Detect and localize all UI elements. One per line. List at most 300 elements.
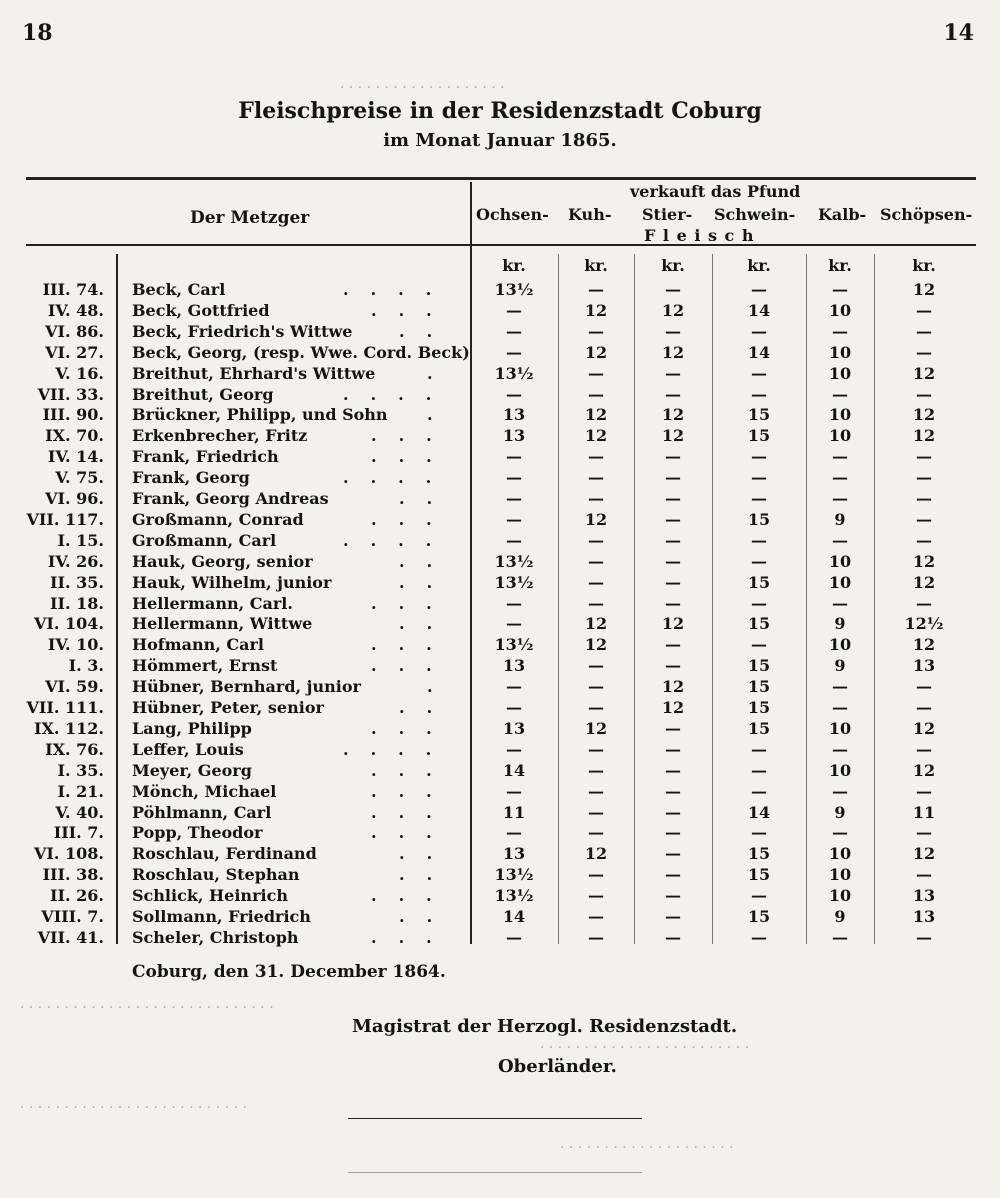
table-number-divider bbox=[116, 254, 118, 944]
price-cell: — bbox=[916, 343, 932, 362]
butcher-name: Scheler, Christoph bbox=[132, 928, 299, 947]
row-number: II. 18. bbox=[50, 594, 104, 613]
leader-dots: . bbox=[427, 677, 455, 696]
bleed-through-texture: · · · · · · · · · · · · · · · · · · · · bbox=[560, 1140, 734, 1156]
price-cell: — bbox=[665, 656, 681, 675]
price-cell: — bbox=[751, 928, 767, 947]
price-cell: 12 bbox=[584, 343, 608, 362]
price-cell: — bbox=[665, 782, 681, 801]
price-cell: — bbox=[751, 635, 767, 654]
price-cell: 12 bbox=[912, 844, 936, 863]
price-cell: — bbox=[665, 531, 681, 550]
butcher-name: Mönch, Michael bbox=[132, 782, 277, 801]
price-cell: — bbox=[916, 301, 932, 320]
price-cell: 11 bbox=[502, 803, 526, 822]
row-number: VI. 104. bbox=[33, 614, 104, 633]
price-cell: — bbox=[665, 803, 681, 822]
row-number: V. 40. bbox=[55, 803, 104, 822]
price-cell: 15 bbox=[747, 426, 771, 445]
row-number: VI. 27. bbox=[45, 343, 104, 362]
price-cell: 13 bbox=[912, 656, 936, 675]
row-number: VI. 96. bbox=[45, 489, 104, 508]
price-cell: — bbox=[832, 447, 848, 466]
price-cell: 13 bbox=[502, 405, 526, 424]
price-cell: — bbox=[588, 468, 604, 487]
price-cell: 9 bbox=[834, 907, 846, 926]
price-cell: — bbox=[916, 594, 932, 613]
row-number: IV. 10. bbox=[47, 635, 104, 654]
butcher-name: Erkenbrecher, Fritz bbox=[132, 426, 308, 445]
unit-label: kr. bbox=[584, 256, 608, 275]
price-cell: — bbox=[916, 865, 932, 884]
row-number: IV. 26. bbox=[47, 552, 104, 571]
row-number: III. 90. bbox=[42, 405, 104, 424]
price-cell: 15 bbox=[747, 405, 771, 424]
price-cell: 13½ bbox=[494, 552, 534, 571]
butcher-name: Schlick, Heinrich bbox=[132, 886, 288, 905]
leader-dots: ... bbox=[371, 719, 454, 738]
price-cell: — bbox=[506, 322, 522, 341]
price-cell: — bbox=[832, 489, 848, 508]
row-number: III. 7. bbox=[53, 823, 104, 842]
leader-dots: .... bbox=[343, 740, 454, 759]
column-header-schoepsen: Schöpsen- bbox=[880, 205, 973, 224]
price-cell: 13½ bbox=[494, 573, 534, 592]
price-cell: 12 bbox=[912, 635, 936, 654]
price-cell: — bbox=[916, 385, 932, 404]
price-cell: 15 bbox=[747, 907, 771, 926]
price-cell: — bbox=[588, 447, 604, 466]
price-cell: 12 bbox=[584, 844, 608, 863]
header-metzger: Der Metzger bbox=[190, 208, 310, 228]
leader-dots: ... bbox=[371, 782, 454, 801]
leader-dots: .. bbox=[399, 489, 455, 508]
price-cell: 14 bbox=[502, 907, 526, 926]
price-cell: — bbox=[506, 301, 522, 320]
price-cell: 12½ bbox=[904, 614, 944, 633]
price-cell: — bbox=[751, 782, 767, 801]
price-cell: — bbox=[665, 552, 681, 571]
price-cell: 12 bbox=[584, 635, 608, 654]
footer-rule bbox=[348, 1118, 642, 1119]
price-cell: 13 bbox=[912, 907, 936, 926]
leader-dots: ... bbox=[371, 594, 454, 613]
price-cell: — bbox=[588, 865, 604, 884]
row-number: I. 21. bbox=[57, 782, 104, 801]
row-number: III. 38. bbox=[42, 865, 104, 884]
price-cell: — bbox=[506, 385, 522, 404]
price-cell: 15 bbox=[747, 865, 771, 884]
price-cell: 10 bbox=[828, 719, 852, 738]
price-cell: — bbox=[751, 531, 767, 550]
price-cell: — bbox=[506, 468, 522, 487]
price-cell: — bbox=[916, 823, 932, 842]
price-cell: 13 bbox=[912, 886, 936, 905]
price-cell: 9 bbox=[834, 510, 846, 529]
price-cell: 12 bbox=[584, 719, 608, 738]
price-cell: — bbox=[506, 823, 522, 842]
price-cell: — bbox=[751, 385, 767, 404]
row-number: IV. 48. bbox=[47, 301, 104, 320]
price-cell: — bbox=[588, 907, 604, 926]
price-cell: — bbox=[665, 322, 681, 341]
price-cell: — bbox=[665, 510, 681, 529]
leader-dots: ... bbox=[371, 823, 454, 842]
price-cell: — bbox=[751, 594, 767, 613]
price-cell: 15 bbox=[747, 510, 771, 529]
column-header-ochsen: Ochsen- bbox=[476, 205, 549, 224]
price-cell: 12 bbox=[584, 405, 608, 424]
butcher-name: Beck, Carl bbox=[132, 280, 226, 299]
price-cell: — bbox=[588, 740, 604, 759]
price-cell: — bbox=[916, 468, 932, 487]
price-cell: 12 bbox=[661, 343, 685, 362]
leader-dots: ... bbox=[371, 635, 454, 654]
price-cell: — bbox=[665, 761, 681, 780]
butcher-name: Hofmann, Carl bbox=[132, 635, 264, 654]
price-cell: — bbox=[916, 531, 932, 550]
row-number: VI. 108. bbox=[33, 844, 104, 863]
price-cell: — bbox=[832, 468, 848, 487]
price-cell: 10 bbox=[828, 364, 852, 383]
leader-dots: ... bbox=[371, 928, 454, 947]
bleed-through-texture: · · · · · · · · · · · · · · · · · · · · · · · · · · · · · bbox=[20, 1000, 274, 1016]
price-cell: — bbox=[588, 886, 604, 905]
price-cell: — bbox=[588, 280, 604, 299]
row-number: II. 26. bbox=[50, 886, 104, 905]
unit-label: kr. bbox=[828, 256, 852, 275]
price-cell: — bbox=[665, 740, 681, 759]
leader-dots: ... bbox=[371, 886, 454, 905]
butcher-name: Breithut, Georg bbox=[132, 385, 274, 404]
price-cell: — bbox=[588, 761, 604, 780]
signature: Oberländer. bbox=[498, 1056, 617, 1077]
column-header-stier: Stier- bbox=[642, 205, 693, 224]
price-cell: — bbox=[916, 698, 932, 717]
leader-dots: ... bbox=[371, 803, 454, 822]
price-cell: — bbox=[832, 677, 848, 696]
price-cell: 14 bbox=[747, 803, 771, 822]
price-cell: — bbox=[588, 698, 604, 717]
unit-label: kr. bbox=[661, 256, 685, 275]
butcher-name: Beck, Gottfried bbox=[132, 301, 270, 320]
price-cell: — bbox=[665, 635, 681, 654]
bleed-through-texture: · · · · · · · · · · · · · · · · · · · · · · · · · · bbox=[20, 1100, 247, 1116]
price-cell: 13½ bbox=[494, 865, 534, 884]
unit-label: kr. bbox=[912, 256, 936, 275]
price-cell: — bbox=[751, 886, 767, 905]
leader-dots: .. bbox=[399, 698, 455, 717]
price-cell: — bbox=[588, 573, 604, 592]
price-cell: 13½ bbox=[494, 364, 534, 383]
price-cell: 10 bbox=[828, 886, 852, 905]
leader-dots: .... bbox=[343, 531, 454, 550]
butcher-name: Roschlau, Stephan bbox=[132, 865, 300, 884]
row-number: IX. 70. bbox=[45, 426, 104, 445]
price-cell: 12 bbox=[661, 698, 685, 717]
butcher-name: Meyer, Georg bbox=[132, 761, 252, 780]
butcher-name: Hauk, Wilhelm, junior bbox=[132, 573, 332, 592]
price-cell: — bbox=[506, 510, 522, 529]
butcher-name: Breithut, Ehrhard's Wittwe bbox=[132, 364, 376, 383]
butcher-name: Hübner, Bernhard, junior bbox=[132, 677, 361, 696]
price-cell: — bbox=[506, 782, 522, 801]
butcher-name: Beck, Friedrich's Wittwe bbox=[132, 322, 353, 341]
price-cell: — bbox=[588, 677, 604, 696]
price-cell: — bbox=[665, 447, 681, 466]
date-line: Coburg, den 31. December 1864. bbox=[132, 962, 446, 982]
page-number-left: 18 bbox=[22, 20, 53, 46]
table-top-rule bbox=[26, 177, 976, 180]
leader-dots: .... bbox=[343, 468, 454, 487]
price-cell: — bbox=[751, 489, 767, 508]
price-cell: — bbox=[506, 489, 522, 508]
price-cell: 12 bbox=[912, 573, 936, 592]
price-cell: — bbox=[665, 907, 681, 926]
row-number: I. 3. bbox=[68, 656, 104, 675]
price-cell: 10 bbox=[828, 405, 852, 424]
price-cell: — bbox=[665, 385, 681, 404]
price-cell: — bbox=[665, 573, 681, 592]
price-cell: 10 bbox=[828, 761, 852, 780]
page-number-right: 14 bbox=[943, 20, 974, 46]
leader-dots: ... bbox=[371, 761, 454, 780]
authority-line: Magistrat der Herzogl. Residenzstadt. bbox=[352, 1016, 738, 1037]
page-title: Fleischpreise in der Residenzstadt Coburg bbox=[238, 98, 762, 124]
butcher-name: Pöhlmann, Carl bbox=[132, 803, 272, 822]
leader-dots: . bbox=[427, 405, 455, 424]
price-cell: 11 bbox=[912, 803, 936, 822]
price-cell: — bbox=[916, 928, 932, 947]
price-cell: — bbox=[506, 614, 522, 633]
price-cell: 10 bbox=[828, 343, 852, 362]
price-cell: 15 bbox=[747, 614, 771, 633]
row-number: V. 16. bbox=[55, 364, 104, 383]
header-fleisch: F l e i s c h bbox=[644, 226, 755, 245]
price-cell: — bbox=[588, 552, 604, 571]
leader-dots: .. bbox=[399, 614, 455, 633]
price-cell: — bbox=[588, 594, 604, 613]
price-cell: 12 bbox=[584, 301, 608, 320]
price-cell: — bbox=[751, 761, 767, 780]
price-cell: 12 bbox=[661, 677, 685, 696]
price-cell: 14 bbox=[747, 301, 771, 320]
price-cell: 12 bbox=[661, 301, 685, 320]
leader-dots: ... bbox=[371, 656, 454, 675]
butcher-name: Frank, Georg Andreas bbox=[132, 489, 329, 508]
unit-label: kr. bbox=[502, 256, 526, 275]
price-cell: 15 bbox=[747, 677, 771, 696]
leader-dots: .... bbox=[343, 280, 454, 299]
price-cell: — bbox=[665, 865, 681, 884]
price-cell: — bbox=[506, 343, 522, 362]
price-cell: — bbox=[665, 280, 681, 299]
column-header-schwein: Schwein- bbox=[714, 205, 796, 224]
price-cell: 12 bbox=[912, 426, 936, 445]
leader-dots: ... bbox=[371, 301, 454, 320]
price-cell: — bbox=[751, 740, 767, 759]
butcher-name: Popp, Theodor bbox=[132, 823, 263, 842]
price-cell: — bbox=[665, 844, 681, 863]
price-cell: 10 bbox=[828, 844, 852, 863]
price-cell: 15 bbox=[747, 719, 771, 738]
butcher-name: Hömmert, Ernst bbox=[132, 656, 278, 675]
price-cell: 10 bbox=[828, 426, 852, 445]
price-cell: 13 bbox=[502, 844, 526, 863]
price-cell: 12 bbox=[912, 719, 936, 738]
bleed-through-texture: · · · · · · · · · · · · · · · · · · · · · · · · bbox=[540, 1040, 750, 1056]
butcher-name: Brückner, Philipp, und Sohn bbox=[132, 405, 388, 424]
price-cell: — bbox=[751, 447, 767, 466]
column-header-kalb: Kalb- bbox=[818, 205, 867, 224]
butcher-name: Beck, Georg, (resp. Wwe. Cord. Beck) bbox=[132, 343, 470, 362]
price-cell: — bbox=[751, 823, 767, 842]
price-cell: — bbox=[832, 928, 848, 947]
price-cell: 12 bbox=[584, 510, 608, 529]
butcher-name: Frank, Georg bbox=[132, 468, 250, 487]
price-cell: — bbox=[665, 489, 681, 508]
leader-dots: ... bbox=[371, 426, 454, 445]
price-cell: 9 bbox=[834, 803, 846, 822]
price-cell: — bbox=[916, 447, 932, 466]
leader-dots: ... bbox=[371, 510, 454, 529]
price-cell: — bbox=[916, 489, 932, 508]
price-cell: 10 bbox=[828, 573, 852, 592]
row-number: VI. 59. bbox=[45, 677, 104, 696]
price-cell: 12 bbox=[912, 364, 936, 383]
bleed-through-texture: · · · · · · · · · · · · · · · · · · · bbox=[340, 80, 505, 96]
row-number: VII. 33. bbox=[37, 385, 104, 404]
butcher-name: Leffer, Louis bbox=[132, 740, 244, 759]
price-cell: — bbox=[588, 928, 604, 947]
header-group: verkauft das Pfund bbox=[630, 182, 801, 201]
price-cell: — bbox=[588, 322, 604, 341]
price-cell: — bbox=[506, 531, 522, 550]
leader-dots: .. bbox=[399, 865, 455, 884]
price-cell: — bbox=[751, 280, 767, 299]
price-cell: 10 bbox=[828, 635, 852, 654]
leader-dots: .. bbox=[399, 844, 455, 863]
price-cell: 13 bbox=[502, 656, 526, 675]
price-cell: — bbox=[832, 782, 848, 801]
butcher-name: Hellermann, Carl. bbox=[132, 594, 293, 613]
price-cell: 13 bbox=[502, 426, 526, 445]
leader-dots: .... bbox=[343, 385, 454, 404]
price-cell: — bbox=[751, 468, 767, 487]
price-cell: 12 bbox=[912, 405, 936, 424]
price-cell: 14 bbox=[502, 761, 526, 780]
row-number: III. 74. bbox=[42, 280, 104, 299]
leader-dots: ... bbox=[371, 447, 454, 466]
price-cell: — bbox=[832, 280, 848, 299]
butcher-name: Frank, Friedrich bbox=[132, 447, 279, 466]
price-cell: 13½ bbox=[494, 280, 534, 299]
price-cell: — bbox=[588, 656, 604, 675]
price-cell: — bbox=[916, 782, 932, 801]
price-cell: — bbox=[588, 489, 604, 508]
price-cell: 10 bbox=[828, 552, 852, 571]
price-cell: — bbox=[832, 740, 848, 759]
price-cell: — bbox=[916, 322, 932, 341]
price-cell: — bbox=[832, 322, 848, 341]
butcher-name: Roschlau, Ferdinand bbox=[132, 844, 317, 863]
row-number: I. 35. bbox=[57, 761, 104, 780]
price-cell: — bbox=[665, 594, 681, 613]
row-number: IX. 112. bbox=[33, 719, 104, 738]
price-cell: — bbox=[588, 385, 604, 404]
unit-label: kr. bbox=[747, 256, 771, 275]
price-cell: — bbox=[665, 886, 681, 905]
price-cell: — bbox=[588, 531, 604, 550]
price-cell: — bbox=[916, 510, 932, 529]
price-cell: 15 bbox=[747, 573, 771, 592]
price-cell: 14 bbox=[747, 343, 771, 362]
price-cell: 13½ bbox=[494, 886, 534, 905]
price-cell: 12 bbox=[912, 552, 936, 571]
price-cell: 15 bbox=[747, 844, 771, 863]
price-cell: — bbox=[588, 803, 604, 822]
price-cell: — bbox=[506, 677, 522, 696]
price-cell: — bbox=[665, 364, 681, 383]
price-cell: — bbox=[832, 698, 848, 717]
row-number: V. 75. bbox=[55, 468, 104, 487]
price-cell: — bbox=[665, 928, 681, 947]
price-cell: — bbox=[751, 364, 767, 383]
price-cell: 13½ bbox=[494, 635, 534, 654]
price-cell: 15 bbox=[747, 656, 771, 675]
price-cell: — bbox=[506, 928, 522, 947]
price-cell: — bbox=[506, 447, 522, 466]
price-cell: 12 bbox=[661, 426, 685, 445]
price-cell: 9 bbox=[834, 614, 846, 633]
price-cell: 12 bbox=[584, 426, 608, 445]
price-cell: — bbox=[506, 594, 522, 613]
price-cell: — bbox=[832, 594, 848, 613]
price-cell: — bbox=[832, 385, 848, 404]
price-cell: — bbox=[832, 823, 848, 842]
price-cell: 10 bbox=[828, 301, 852, 320]
leader-dots: .. bbox=[399, 573, 455, 592]
butcher-name: Lang, Philipp bbox=[132, 719, 252, 738]
price-cell: — bbox=[751, 552, 767, 571]
price-cell: — bbox=[506, 698, 522, 717]
price-cell: — bbox=[588, 364, 604, 383]
price-cell: 12 bbox=[912, 280, 936, 299]
price-cell: — bbox=[665, 823, 681, 842]
price-cell: — bbox=[588, 782, 604, 801]
price-cell: — bbox=[506, 740, 522, 759]
page-subtitle: im Monat Januar 1865. bbox=[383, 130, 617, 151]
butcher-name: Großmann, Conrad bbox=[132, 510, 304, 529]
price-cell: — bbox=[665, 719, 681, 738]
price-cell: 12 bbox=[584, 614, 608, 633]
price-cell: 12 bbox=[912, 761, 936, 780]
leader-dots: . bbox=[427, 364, 455, 383]
price-cell: — bbox=[588, 823, 604, 842]
butcher-name: Hübner, Peter, senior bbox=[132, 698, 324, 717]
price-cell: — bbox=[832, 531, 848, 550]
price-cell: 12 bbox=[661, 614, 685, 633]
leader-dots: .. bbox=[399, 907, 455, 926]
row-number: VI. 86. bbox=[45, 322, 104, 341]
price-cell: 9 bbox=[834, 656, 846, 675]
butcher-name: Hauk, Georg, senior bbox=[132, 552, 313, 571]
row-number: VII. 117. bbox=[26, 510, 104, 529]
price-cell: 12 bbox=[661, 405, 685, 424]
table-header-rule bbox=[26, 244, 976, 246]
row-number: I. 15. bbox=[57, 531, 104, 550]
row-number: VII. 41. bbox=[37, 928, 104, 947]
